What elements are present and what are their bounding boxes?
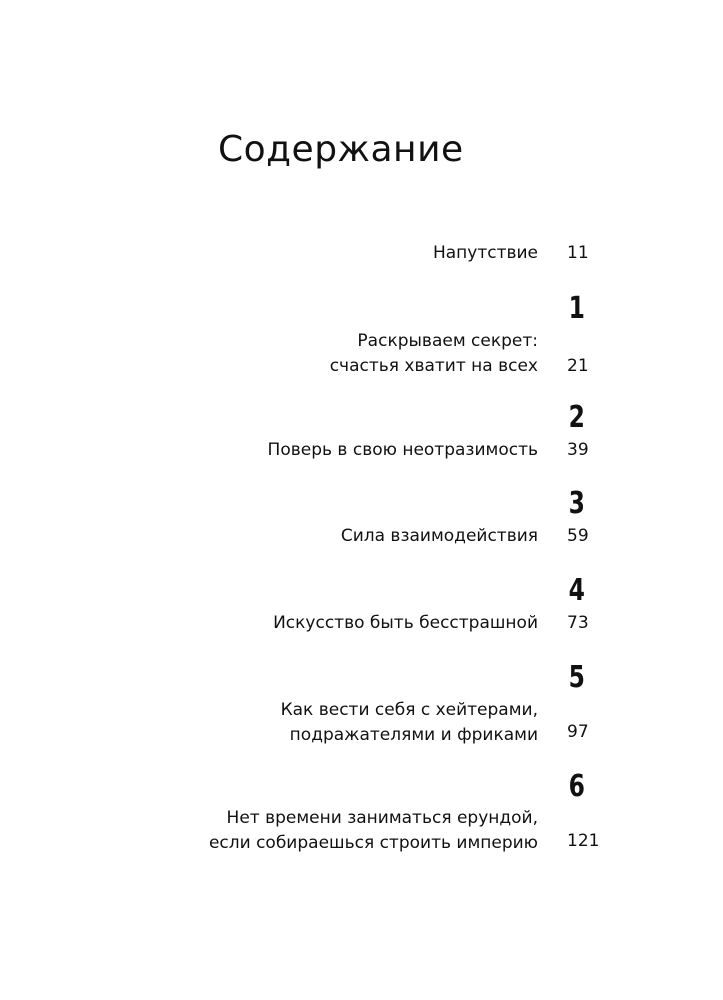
- toc-entry-chapter-2-title: [268, 438, 538, 463]
- chapter-number-1: 1: [568, 291, 585, 326]
- toc-page-number-intro: 11: [567, 243, 589, 263]
- toc-entry-line: Напутствие: [432, 243, 538, 263]
- toc-entry-chapter-4-title: [273, 611, 538, 636]
- chapter-number-5: 5: [568, 660, 585, 695]
- toc-entry-line: Сила взаимодействия: [340, 526, 538, 546]
- toc-page-number-chapter-2: 39: [567, 440, 589, 460]
- toc-entry-line: Нет времени заниматься ерундой,: [226, 808, 538, 828]
- toc-entry-chapter-1-title: [330, 329, 538, 379]
- page-title: Содержание: [218, 129, 464, 170]
- toc-entry-chapter-6-title: [209, 806, 538, 856]
- toc-entry-line: Поверь в свою неотразимость: [267, 440, 538, 460]
- toc-entry-chapter-3-title: [341, 524, 538, 549]
- toc-page-number-chapter-6: 121: [567, 831, 600, 851]
- toc-page-number-chapter-5: 97: [567, 722, 589, 742]
- chapter-number-6: 6: [568, 769, 585, 804]
- toc-entry-line: Искусство быть бесстрашной: [273, 613, 538, 633]
- toc-entry-line: подражателями и фриками: [289, 725, 538, 745]
- toc-page-number-chapter-4: 73: [567, 613, 589, 633]
- toc-entry-line: Раскрываем секрет:: [357, 331, 538, 351]
- toc-page-number-chapter-1: 21: [567, 356, 589, 376]
- chapter-number-4: 4: [568, 573, 585, 608]
- toc-entry-line: счастья хватит на всех: [329, 356, 538, 376]
- toc-page-number-chapter-3: 59: [567, 526, 589, 546]
- toc-entry-line: если собираешься строить империю: [208, 833, 538, 853]
- toc-entry-chapter-5-title: [281, 698, 538, 748]
- toc-entry-intro-title: [433, 241, 538, 266]
- chapter-number-2: 2: [568, 400, 585, 435]
- toc-entry-line: Как вести себя с хейтерами,: [280, 700, 538, 720]
- chapter-number-3: 3: [568, 486, 585, 521]
